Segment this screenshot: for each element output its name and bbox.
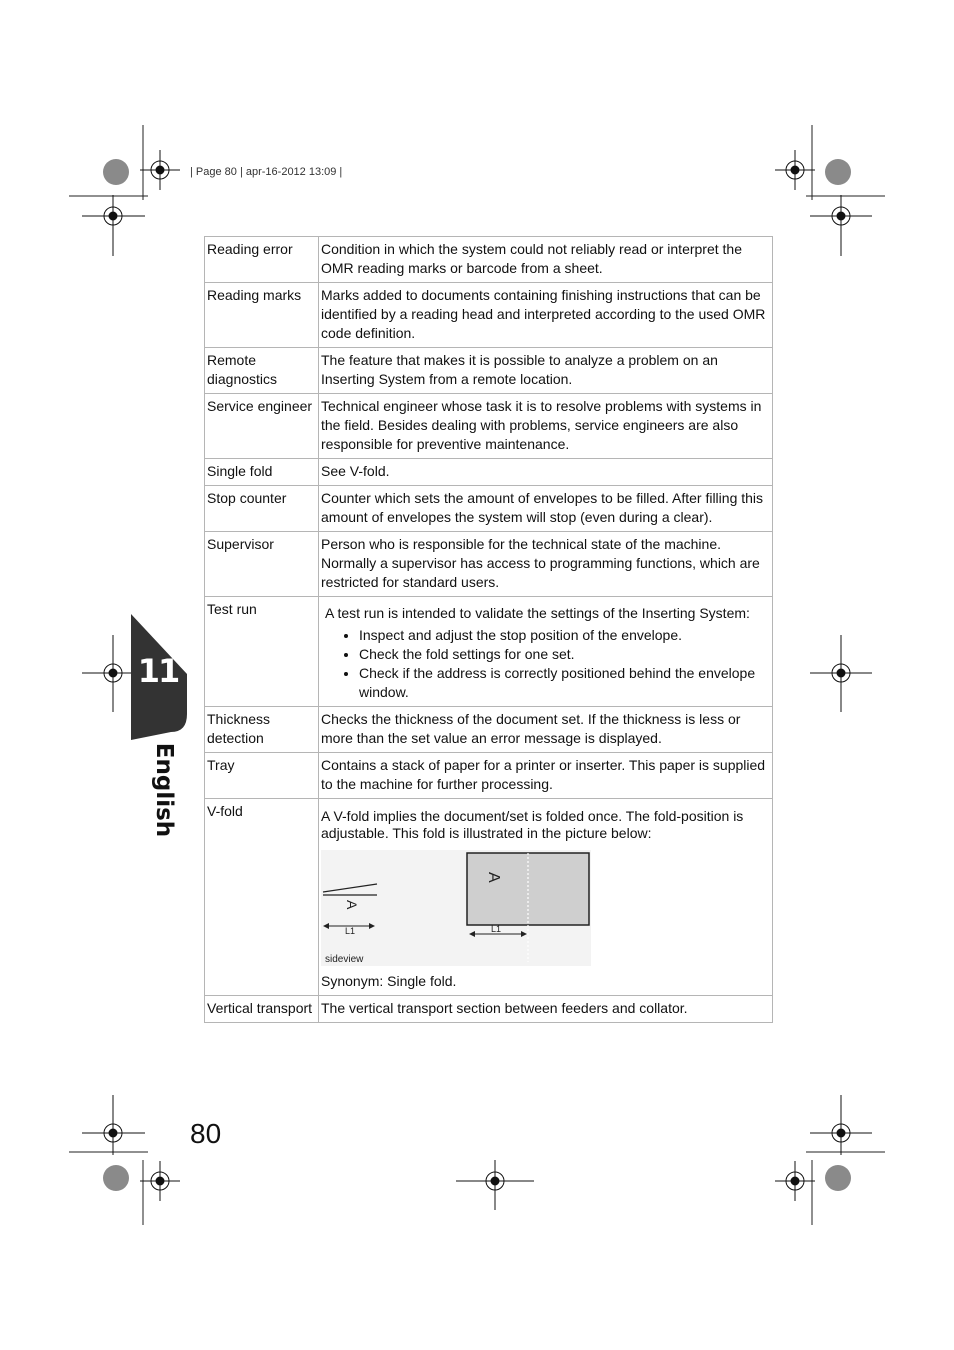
side-letter: A <box>344 900 360 910</box>
table-row <box>205 799 773 996</box>
test-run-bullets <box>321 626 768 702</box>
definition-cell: Technical engineer whose task it is to resolve problems with systems in the field. Besides dealing with problems, service engineers are also responsible for preventive maintenance. <box>319 394 773 459</box>
side-length-label: L1 <box>345 926 356 936</box>
term-cell: Single fold <box>205 459 319 486</box>
definition-cell: The feature that makes it is possible to analyze a problem on an Inserting System from a remote location. <box>319 348 773 394</box>
front-letter: A <box>485 872 502 883</box>
term-cell: V-fold <box>205 799 319 996</box>
list-item: • Check the fold settings for one set. <box>359 645 768 664</box>
table-row <box>205 996 773 1023</box>
page-number: 80 <box>190 1118 222 1149</box>
definition-cell: Condition in which the system could not reliably read or interpret the OMR reading marks or barcode from a sheet. <box>319 237 773 283</box>
table-row <box>205 459 773 486</box>
table-row <box>205 237 773 283</box>
definition-cell: Person who is responsible for the technical state of the machine. Normally a supervisor has access to programming functions, which are restricted for standard users. <box>319 532 773 597</box>
table-row <box>205 597 773 707</box>
test-run-intro: A test run is intended to validate the settings of the Inserting System: <box>325 605 750 621</box>
vfold-description: A V-fold implies the document/set is folded once. The fold-position is adjustable. This fold is illustrated in the picture below: <box>321 808 744 841</box>
vfold-synonym: Synonym: Single fold. <box>321 973 457 989</box>
table-row <box>205 348 773 394</box>
definition-cell: Contains a stack of paper for a printer or inserter. This paper is supplied to the machine for further processing. <box>319 753 773 799</box>
term-cell: Stop counter <box>205 486 319 532</box>
definition-cell: See V-fold. <box>319 459 773 486</box>
term-cell: Remote diagnostics <box>205 348 319 394</box>
vfold-diagram <box>321 850 591 966</box>
table-row <box>205 753 773 799</box>
print-slug: | Page 80 | apr-16-2012 13:09 | <box>190 166 343 178</box>
definition-cell: Checks the thickness of the document set. If the thickness is less or more than the set value an error message is displayed. <box>319 707 773 753</box>
vfold-illustration <box>321 850 591 966</box>
definition-cell: Counter which sets the amount of envelopes to be filled. After filling this amount of envelopes the system will stop (even during a clear). <box>319 486 773 532</box>
term-cell: Tray <box>205 753 319 799</box>
term-cell: Reading marks <box>205 283 319 348</box>
table-row <box>205 486 773 532</box>
term-cell: Test run <box>205 597 319 707</box>
table-row <box>205 707 773 753</box>
term-cell: Service engineer <box>205 394 319 459</box>
term-cell: Thickness detection <box>205 707 319 753</box>
definition-cell <box>319 597 773 707</box>
definition-cell: The vertical transport section between feeders and collator. <box>319 996 773 1023</box>
term-cell: Reading error <box>205 237 319 283</box>
table-row <box>205 532 773 597</box>
table-row <box>205 283 773 348</box>
list-item: • Inspect and adjust the stop position of the envelope. <box>359 626 768 645</box>
glossary-table <box>204 236 773 1023</box>
list-item: • Check if the address is correctly positioned behind the envelope window. <box>359 664 768 702</box>
language-label: English <box>151 742 177 838</box>
sideview-caption: sideview <box>325 954 364 965</box>
term-cell: Vertical transport <box>205 996 319 1023</box>
definition-cell: Marks added to documents containing finishing instructions that can be identified by a reading head and interpreted according to the used OMR code definition. <box>319 283 773 348</box>
chapter-number: 11 <box>137 652 179 690</box>
definition-cell <box>319 799 773 996</box>
term-cell: Supervisor <box>205 532 319 597</box>
table-row <box>205 394 773 459</box>
front-length-label: L1 <box>491 924 502 934</box>
